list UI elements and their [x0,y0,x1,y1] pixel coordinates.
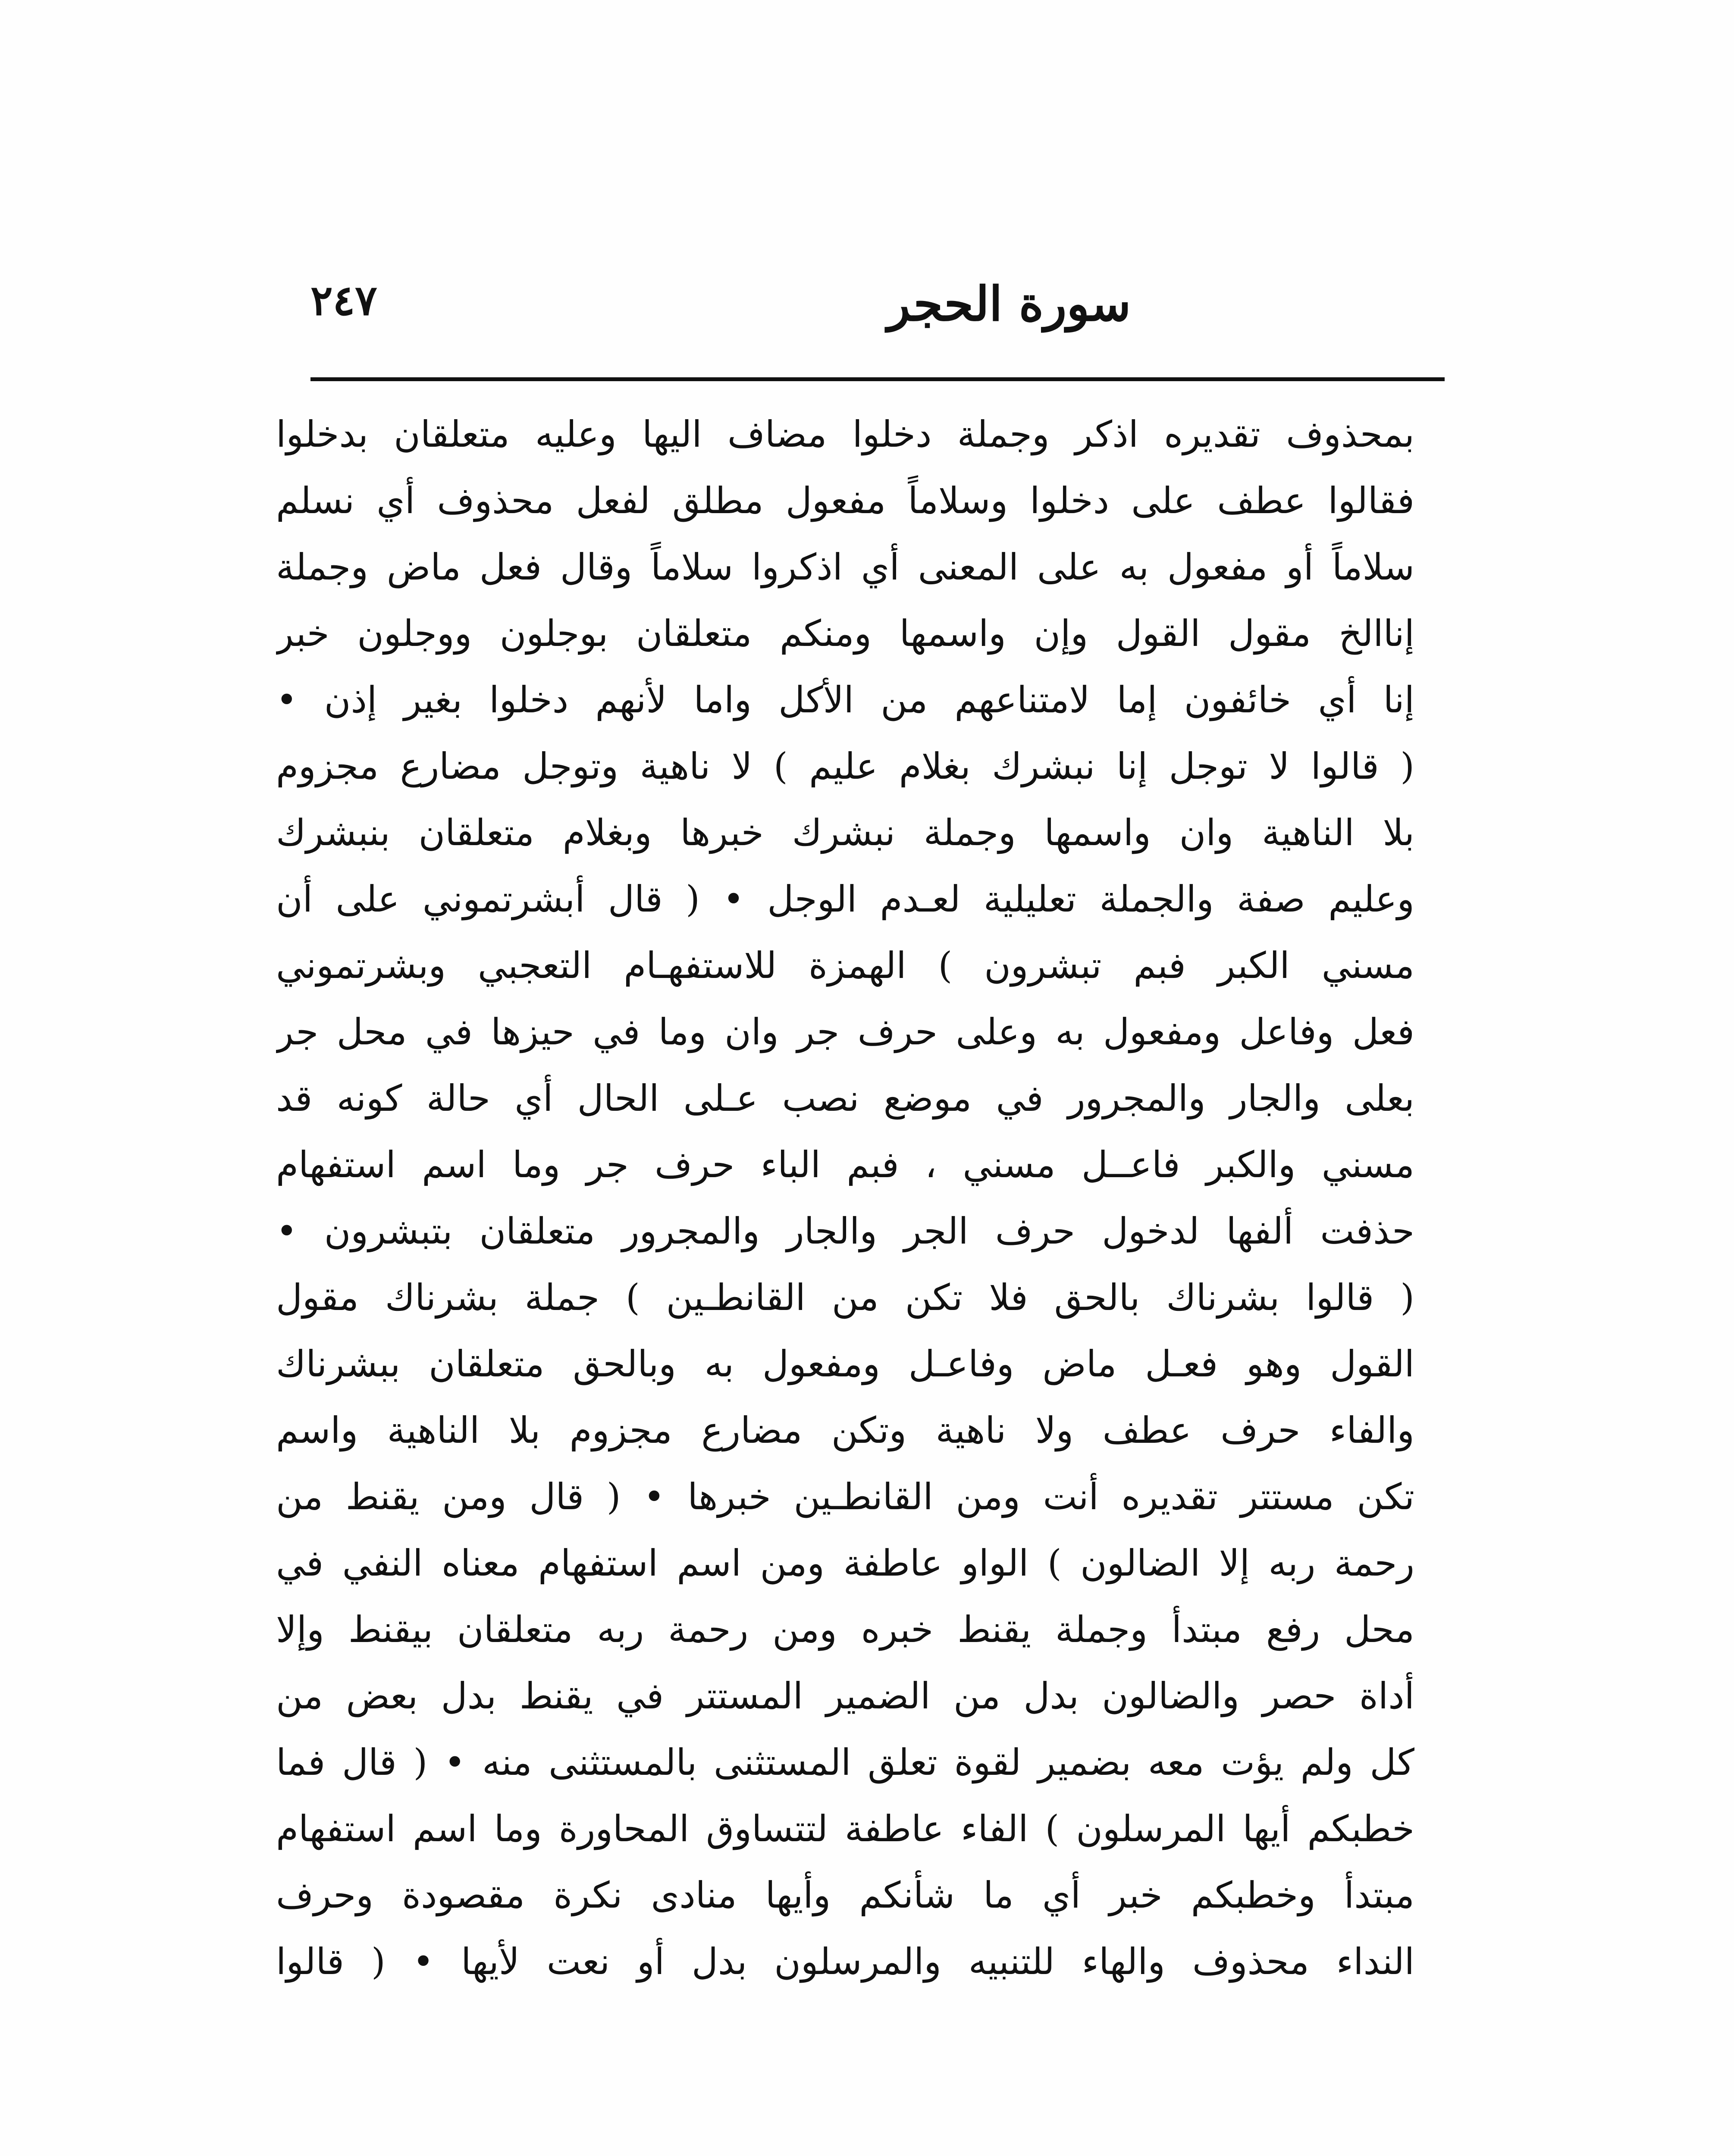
text-line: تكن مستتر تقديره أنت ومن القانطـين خبرها • ( قال ومن يقنط من [276,1476,1414,1518]
text-line: محل رفع مبتدأ وجملة يقنط خبره ومن رحمة ربه متعلقان بيقنط وإلا [276,1608,1414,1651]
text-line: بمحذوف تقديره اذكر وجملة دخلوا مضاف اليها وعليه متعلقان بدخلوا [276,413,1414,455]
text-line: سلاماً أو مفعول به على المعنى أي اذكروا سلاماً وقال فعل ماض وجملة [276,546,1414,588]
text-line: رحمة ربه إلا الضالون ) الواو عاطفة ومن اسم استفهام معناه النفي في [276,1542,1414,1584]
text-line: كل ولم يؤت معه بضمير لقوة تعلق المستثنى بالمستثنى منه • ( قال فما [276,1741,1414,1783]
text-line: حذفت ألفها لدخول حرف الجر والجار والمجرور متعلقان بتبشرون • [276,1210,1414,1252]
text-line: ( قالوا لا توجل إنا نبشرك بغلام عليم ) لا ناهية وتوجل مضارع مجزوم [276,745,1414,787]
text-line: مسني الكبر فبم تبشرون ) الهمزة للاستفهـام التعجبي وبشرتموني [276,944,1414,987]
text-line: مبتدأ وخطبكم خبر أي ما شأنكم وأيها منادى نكرة مقصودة وحرف [276,1874,1414,1916]
text-line: مسني والكبر فاعــل مسني ، فبم الباء حرف جر وما اسم استفهام [276,1144,1414,1186]
text-line: بعلى والجار والمجرور في موضع نصب عـلى الحال أي حالة كونه قد [276,1077,1414,1119]
text-line: خطبكم أيها المرسلون ) الفاء عاطفة لتتساوق المحاورة وما اسم استفهام [276,1808,1414,1850]
text-line: النداء محذوف والهاء للتنبيه والمرسلون بدل أو نعت لأيها • ( قالوا [276,1940,1414,1983]
page-number: ٢٤٧ [310,276,377,325]
page-header [310,276,1445,345]
surah-title: سورة الحجر [887,276,1131,332]
text-line: وعليم صفة والجملة تعليلية لعـدم الوجل • ( قال أبشرتموني على أن [276,878,1414,920]
text-line: فقالوا عطف على دخلوا وسلاماً مفعول مطلق لفعل محذوف أي نسلم [276,479,1414,522]
text-line: إناالخ مقول القول وإن واسمها ومنكم متعلقان بوجلون ووجلون خبر [276,612,1414,655]
body-text [276,401,1414,1995]
text-line: بلا الناهية وان واسمها وجملة نبشرك خبرها وبغلام متعلقان بنبشرك [276,812,1414,854]
text-line: أداة حصر والضالون بدل من الضمير المستتر في يقنط بدل بعض من [276,1675,1414,1717]
text-line: والفاء حرف عطف ولا ناهية وتكن مضارع مجزوم بلا الناهية واسم [276,1409,1414,1451]
header-divider [310,377,1445,381]
text-line: إنا أي خائفون إما لامتناعهم من الأكل واما لأنهم دخلوا بغير إذن • [276,679,1414,721]
text-line: ( قالوا بشرناك بالحق فلا تكن من القانطـين ) جملة بشرناك مقول [276,1276,1414,1319]
text-line: فعل وفاعل ومفعول به وعلى حرف جر وان وما في حيزها في محل جر [276,1011,1414,1053]
text-line: القول وهو فعـل ماض وفاعـل ومفعول به وبالحق متعلقان ببشرناك [276,1343,1414,1385]
